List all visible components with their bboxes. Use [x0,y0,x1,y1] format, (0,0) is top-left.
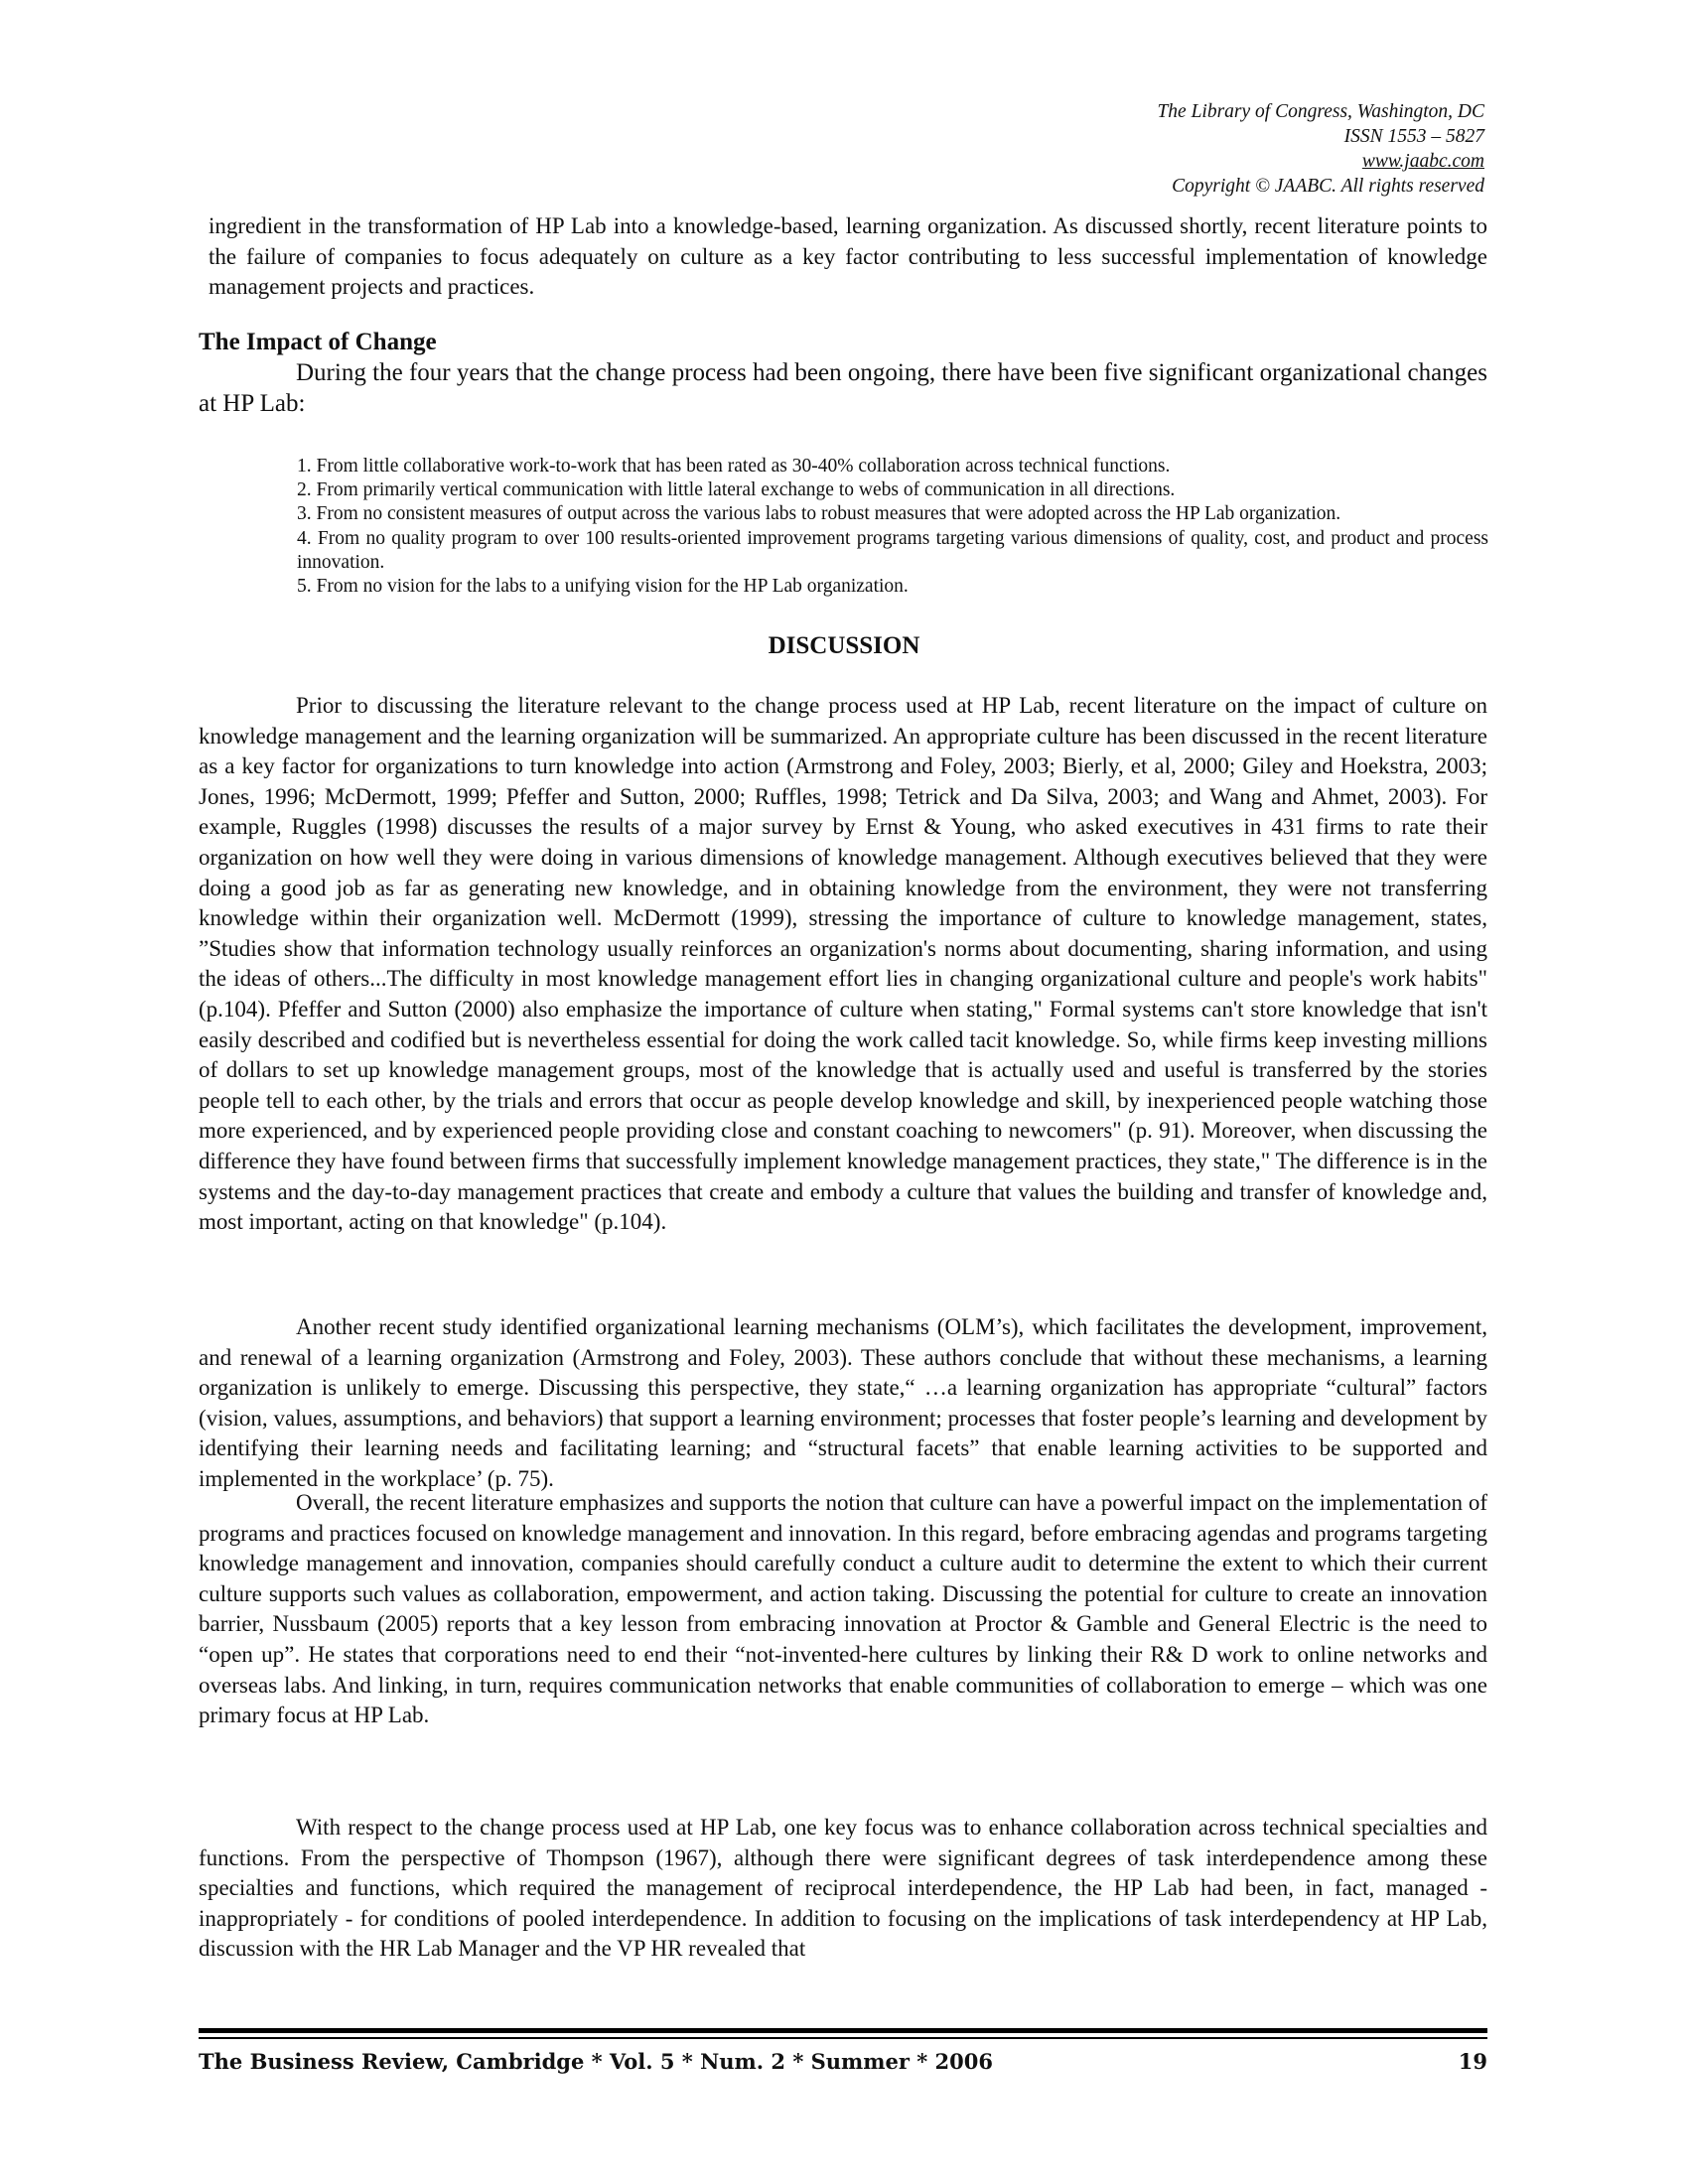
page-footer [199,2049,1487,2079]
header-copyright: Copyright © JAABC. All rights reserved [1172,176,1484,197]
footer-journal-title: The Business Review, Cambridge * Vol. 5 * Num. 2 * Summer * 2006 [199,2049,993,2074]
discussion-paragraph: Another recent study identified organizational learning mechanisms (OLM’s), which facilitates the development, improvement, and renewal of a learning organization (Armstrong and Foley, 2003). These authors conclude that without these mechanisms, a learning organization is unlikely to emerge. Discussing this perspective, they state,“ …a learning organization has appropriate “cultural” factors (vision, values, assumptions, and behaviors) that support a learning environment; processes that foster people’s learning and development by identifying their learning needs and facilitating learning; and “structural facets” that enable learning activities to be supported and implemented in the workplace’ (p. 75). [199,1314,1487,1491]
section-heading-discussion: DISCUSSION [768,632,920,659]
intro-paragraph: ingredient in the transformation of HP Lab into a knowledge-based, learning organization. As discussed shortly, recent literature points to the failure of companies to focus adequately on culture as a key factor contributing to less successful implementation of knowledge management projects and practices. [209,213,1487,300]
changes-list [297,455,1488,599]
footer-rule-thick [199,2028,1487,2033]
page-header [1157,99,1484,199]
section-heading-impact: The Impact of Change [199,329,437,355]
header-website-link[interactable]: www.jaabc.com [1361,151,1484,172]
footer-rule-thin [199,2037,1487,2039]
header-library: The Library of Congress, Washington, DC [1157,101,1484,122]
impact-paragraph: During the four years that the change process had been ongoing, there have been five significant organizational changes at HP Lab: [199,359,1487,417]
discussion-paragraph: Overall, the recent literature emphasizes and supports the notion that culture can have a powerful impact on the implementation of programs and practices focused on knowledge management and innovation. In this regard, before embracing agendas and programs targeting knowledge management and innovation, companies should carefully conduct a culture audit to determine the extent to which their current culture supports such values as collaboration, empowerment, and action taking. Discussing the potential for culture to create an innovation barrier, Nussbaum (2005) reports that a key lesson from embracing innovation at Proctor & Gamble and General Electric is the need to “open up”. He states that corporations need to end their “not-invented-here cultures by linking their R& D work to online networks and overseas labs. And linking, in turn, requires communication networks that enable communities of collaboration to emerge – which was one primary focus at HP Lab. [199,1490,1487,1728]
discussion-paragraph: Prior to discussing the literature relevant to the change process used at HP Lab, recent literature on the impact of culture on knowledge management and the learning organization will be summarized. An appropriate culture has been discussed in the recent literature as a key factor for organizations to turn knowledge into action (Armstrong and Foley, 2003; Bierly, et al, 2000; Giley and Hoekstra, 2003; Jones, 1996; McDermott, 1999; Pfeffer and Sutton, 2000; Ruffles, 1998; Tetrick and Da Silva, 2003; and Wang and Ahmet, 2003). For example, Ruggles (1998) discusses the results of a major survey by Ernst & Young, who asked executives in 431 firms to rate their organization on how well they were doing in various dimensions of knowledge management. Although executives believed that they were doing a good job as far as generating new knowledge, and in obtaining knowledge from the environment, they were not transferring knowledge within their organization well. McDermott (1999), stressing the importance of culture to knowledge management, states, ”Studies show that information technology usually reinforces an organization's norms about documenting, sharing information, and using the ideas of others...The difficulty in most knowledge management effort lies in changing organizational culture and people's work habits" (p.104). Pfeffer and Sutton (2000) also emphasize the importance of culture when stating," Formal systems can't store knowledge that isn't easily described and codified but is nevertheless essential for doing the work called tacit knowledge. So, while firms keep investing millions of dollars to set up knowledge management groups, most of the knowledge that is actually used and useful is transferred by the stories people tell to each other, by the trials and errors that occur as people develop knowledge and skill, by inexperienced people watching those more experienced, and by experienced people providing close and constant coaching to newcomers" (p. 91). Moreover, when discussing the difference they have found between firms that successfully implement knowledge management practices, they state," The difference is in the systems and the day-to-day management practices that create and embody a culture that values the building and transfer of knowledge and, most important, acting on that knowledge" (p.104). [199,693,1487,1235]
discussion-paragraph: With respect to the change process used at HP Lab, one key focus was to enhance collaboration across technical specialties and functions. From the perspective of Thompson (1967), although there were significant degrees of task interdependence among these specialties and functions, which required the management of reciprocal interdependence, the HP Lab had been, in fact, managed - inappropriately - for conditions of pooled interdependence. In addition to focusing on the implications of task interdependency at HP Lab, discussion with the HR Lab Manager and the VP HR revealed that [199,1815,1487,1962]
list-item: 3. From no consistent measures of output across the various labs to robust measures that were adopted across the HP Lab organization. [297,503,1341,525]
page-number: 19 [1458,2049,1487,2074]
list-item: 5. From no vision for the labs to a unifying vision for the HP Lab organization. [297,576,909,598]
list-item: 4. From no quality program to over 100 results-oriented improvement programs targeting various dimensions of quality, cost, and product and process innovation. [297,527,1488,573]
list-item: 1. From little collaborative work-to-work that has been rated as 30-40% collaboration across technical functions. [297,456,1171,477]
list-item: 2. From primarily vertical communication with little lateral exchange to webs of communication in all directions. [297,479,1176,501]
header-issn: ISSN 1553 – 5827 [1343,126,1484,147]
